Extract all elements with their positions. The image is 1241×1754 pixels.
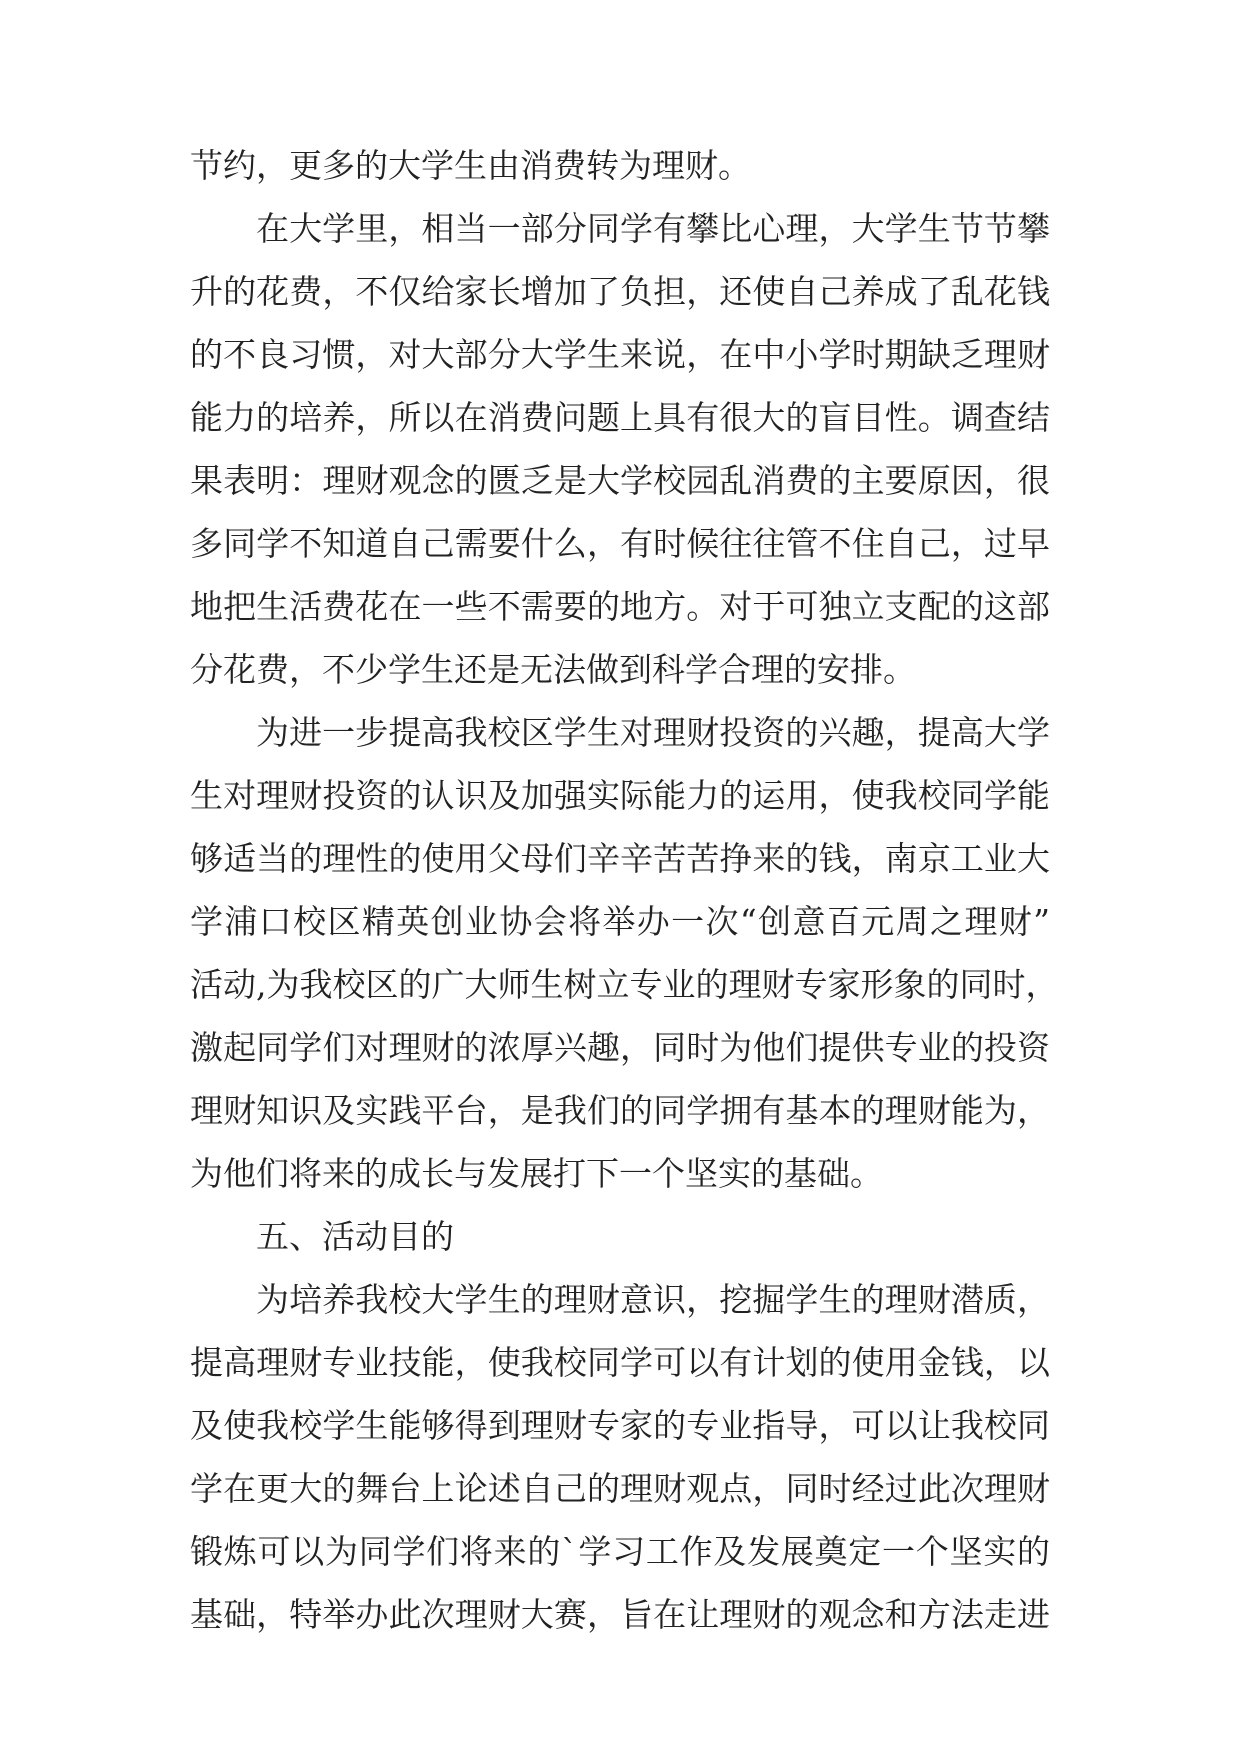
text-line: 生对理财投资的认识及加强实际能力的运用，使我校同学能 [190,776,1050,815]
text-line: 果表明：理财观念的匮乏是大学校园乱消费的主要原因，很 [190,461,1050,500]
text-line: 学在更大的舞台上论述自己的理财观点，同时经过此次理财 [190,1469,1050,1508]
text-line: 为他们将来的成长与发展打下一个坚实的基础。 [190,1154,883,1193]
paragraph-start-line: 在大学里，相当一部分同学有攀比心理，大学生节节攀 [256,209,1050,248]
section-heading: 五、活动目的 [256,1217,454,1256]
text-line: 提高理财专业技能，使我校同学可以有计划的使用金钱，以 [190,1343,1050,1382]
text-line: 激起同学们对理财的浓厚兴趣，同时为他们提供专业的投资 [190,1028,1050,1067]
text-line: 的不良习惯，对大部分大学生来说，在中小学时期缺乏理财 [190,335,1050,374]
text-line: 基础，特举办此次理财大赛，旨在让理财的观念和方法走进 [190,1595,1050,1634]
text-line: 够适当的理性的使用父母们辛辛苦苦挣来的钱，南京工业大 [190,839,1050,878]
text-line: 及使我校学生能够得到理财专家的专业指导，可以让我校同 [190,1406,1050,1445]
paragraph-start-line: 为培养我校大学生的理财意识，挖掘学生的理财潜质， [256,1280,1050,1319]
text-line: 多同学不知道自己需要什么，有时候往往管不住自己，过早 [190,524,1050,563]
text-line: 分花费，不少学生还是无法做到科学合理的安排。 [190,650,916,689]
text-line: 理财知识及实践平台，是我们的同学拥有基本的理财能为， [190,1091,1050,1130]
text-line: 锻炼可以为同学们将来的`学习工作及发展奠定一个坚实的 [190,1532,1050,1571]
text-line: 学浦口校区精英创业协会将举办一次“创意百元周之理财” [190,902,1050,941]
paragraph-start-line: 为进一步提高我校区学生对理财投资的兴趣，提高大学 [256,713,1050,752]
text-line: 能力的培养，所以在消费问题上具有很大的盲目性。调查结 [190,398,1050,437]
text-line: 升的花费，不仅给家长增加了负担，还使自己养成了乱花钱 [190,272,1050,311]
text-line: 地把生活费花在一些不需要的地方。对于可独立支配的这部 [190,587,1050,626]
text-line: 活动,为我校区的广大师生树立专业的理财专家形象的同时， [190,965,1059,1004]
text-line: 节约，更多的大学生由消费转为理财。 [190,146,751,185]
